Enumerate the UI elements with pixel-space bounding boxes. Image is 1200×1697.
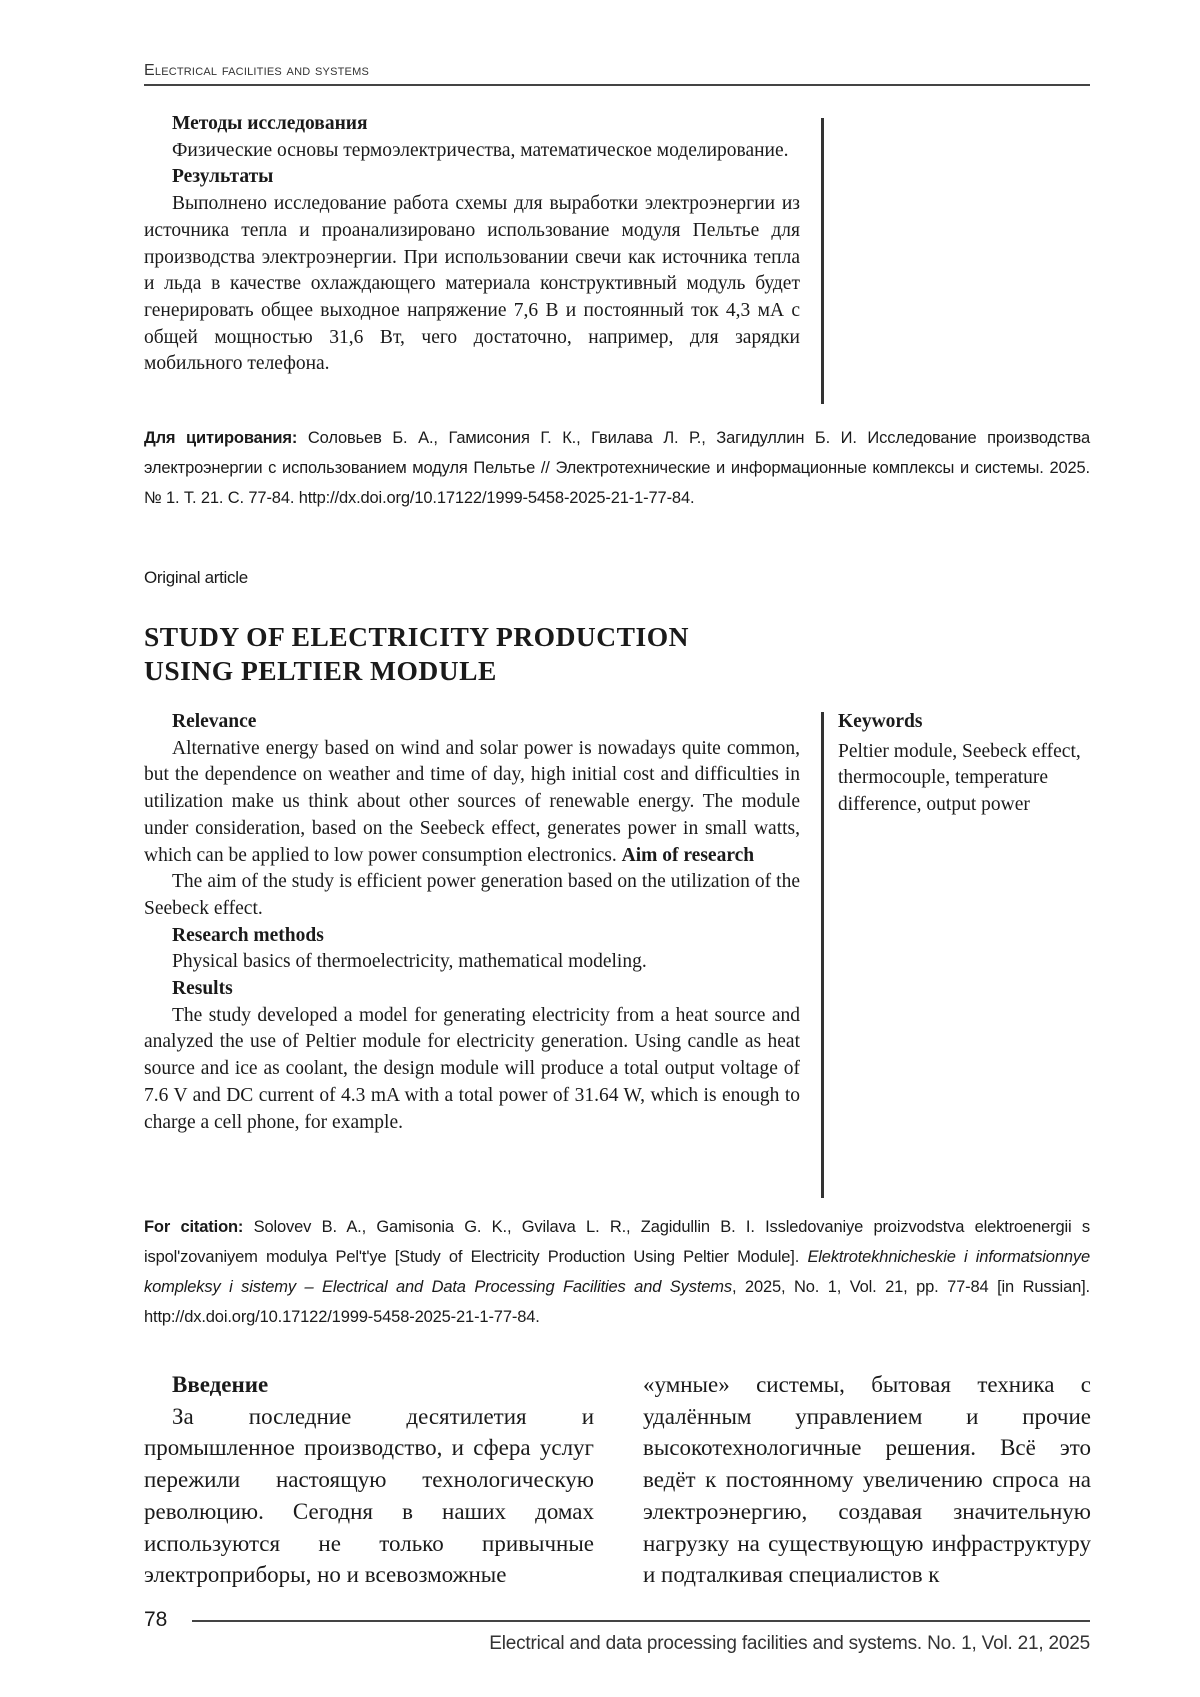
page-number: 78 — [144, 1608, 167, 1632]
en-citation-tail[interactable]: , 2025, No. 1, Vol. 21, pp. 77-84 [in Russian]. http://dx.doi.org/10.17122/1999-5458-2025-21-1-77-84. — [144, 1278, 1090, 1326]
intro-left-text: За последние десятилетия и промышленное производство, и сфера услуг пережили настоящую технологическую революцию. Сегодня в наших домах используются не только привычные электроприборы, но и всевозможные — [144, 1401, 594, 1591]
ru-results-heading: Результаты — [144, 164, 800, 191]
en-results-text: The study developed a model for generating electricity from a heat source and analyzed the use of Peltier module for electricity generation. Using candle as heat source and ice as coolant, the design module will produce a total output voltage of 7.6 V and DC current of 4.3 mA with a total power of 31.64 W, which is enough to charge a cell phone, for example. — [144, 1003, 800, 1137]
ru-citation-lead: Для цитирования: — [144, 429, 297, 447]
en-relevance-text: Alternative energy based on wind and solar power is nowadays quite common, but the dependence on weather and time of day, high initial cost and difficulties in utilization make us think about other sources of renewable energy. The module under consideration, based on the Seebeck effect, generates power in small watts, which can be applied to low power consumption electronics. — [144, 738, 800, 866]
en-relevance-heading: Relevance — [144, 709, 800, 736]
keywords-box — [838, 709, 1088, 819]
ru-results-text: Выполнено исследование работа схемы для выработки электроэнергии из источника тепла и проанализировано использование модуля Пельтье для производства электроэнергии. При использовании свечи как источника тепла и льда в качестве охлаждающего материала конструктивный модуль будет генерировать общее выходное напряжение 7,6 В и постоянный ток 4,3 мА с общей мощностью 31,6 Вт, чего достаточно, например, для зарядки мобильного телефона. — [144, 191, 800, 378]
article-title-line2: USING PELTIER MODULE — [144, 655, 497, 686]
intro-left-column — [144, 1369, 594, 1591]
en-abstract — [144, 709, 800, 1136]
article-title — [144, 620, 689, 688]
en-aim-heading: Aim of research — [622, 845, 755, 866]
ru-citation-text[interactable]: Соловьев Б. А., Гамисония Г. К., Гвилава Л. Р., Загидуллин Б. И. Исследование производства электроэнергии с использованием модуля Пельтье // Электротехнические и информационные комплексы и системы. 2025. № 1. Т. 21. С. 77-84. http://dx.doi.org/10.17122/1999-5458-2025-21-1-77-84. — [144, 429, 1090, 507]
en-aim-text: The aim of the study is efficient power generation based on the utilization of the Seebeck effect. — [144, 869, 800, 922]
article-type: Original article — [144, 568, 248, 588]
en-relevance-paragraph — [144, 736, 800, 870]
en-citation-authors-title: Solovev B. A., Gamisonia G. K., Gvilava L. R., Zagidullin B. I. Issledovaniye proizvodstva elektroenergii s ispol'zovaniyem modulya Pel't'ye [Study of Electricity Production Using Peltier Module]. — [144, 1218, 1090, 1266]
en-citation-lead: For citation: — [144, 1218, 243, 1236]
en-methods-text: Physical basics of thermoelectricity, mathematical modeling. — [144, 949, 800, 976]
ru-abstract — [144, 111, 800, 378]
intro-heading: Введение — [144, 1369, 594, 1401]
intro-right-text: «умные» системы, бытовая техника с удалённым управлением и прочие высокотехнологичные решения. Всё это ведёт к постоянному увеличению спроса на электроэнергию, создавая значительную нагрузку на существующую инфраструктуру и подталкивая специалистов к — [643, 1369, 1091, 1591]
running-header — [144, 62, 1090, 80]
footer-journal-line: Electrical and data processing facilities and systems. No. 1, Vol. 21, 2025 — [489, 1633, 1090, 1655]
footer-rule — [192, 1620, 1090, 1622]
keywords-text: Peltier module, Seebeck effect, thermocouple, temperature difference, output power — [838, 739, 1088, 819]
running-header-title: Electrical facilities and systems — [144, 62, 369, 79]
keywords-heading: Keywords — [838, 709, 1088, 736]
ru-methods-heading: Методы исследования — [144, 111, 800, 138]
intro-right-column — [643, 1369, 1091, 1591]
en-methods-heading: Research methods — [144, 923, 800, 950]
en-results-heading: Results — [144, 976, 800, 1003]
ru-abstract-divider — [821, 118, 824, 404]
en-citation-journal: Elektrotekhnicheskie i informatsionnye kompleksy i sistemy – Electrical and Data Processing Facilities and Systems — [144, 1248, 1090, 1296]
en-abstract-divider — [821, 712, 824, 1198]
header-rule — [144, 84, 1090, 86]
ru-methods-text: Физические основы термоэлектричества, математическое моделирование. — [144, 138, 800, 165]
en-citation — [144, 1212, 1090, 1332]
article-title-line1: STUDY OF ELECTRICITY PRODUCTION — [144, 621, 689, 652]
ru-citation — [144, 423, 1090, 513]
